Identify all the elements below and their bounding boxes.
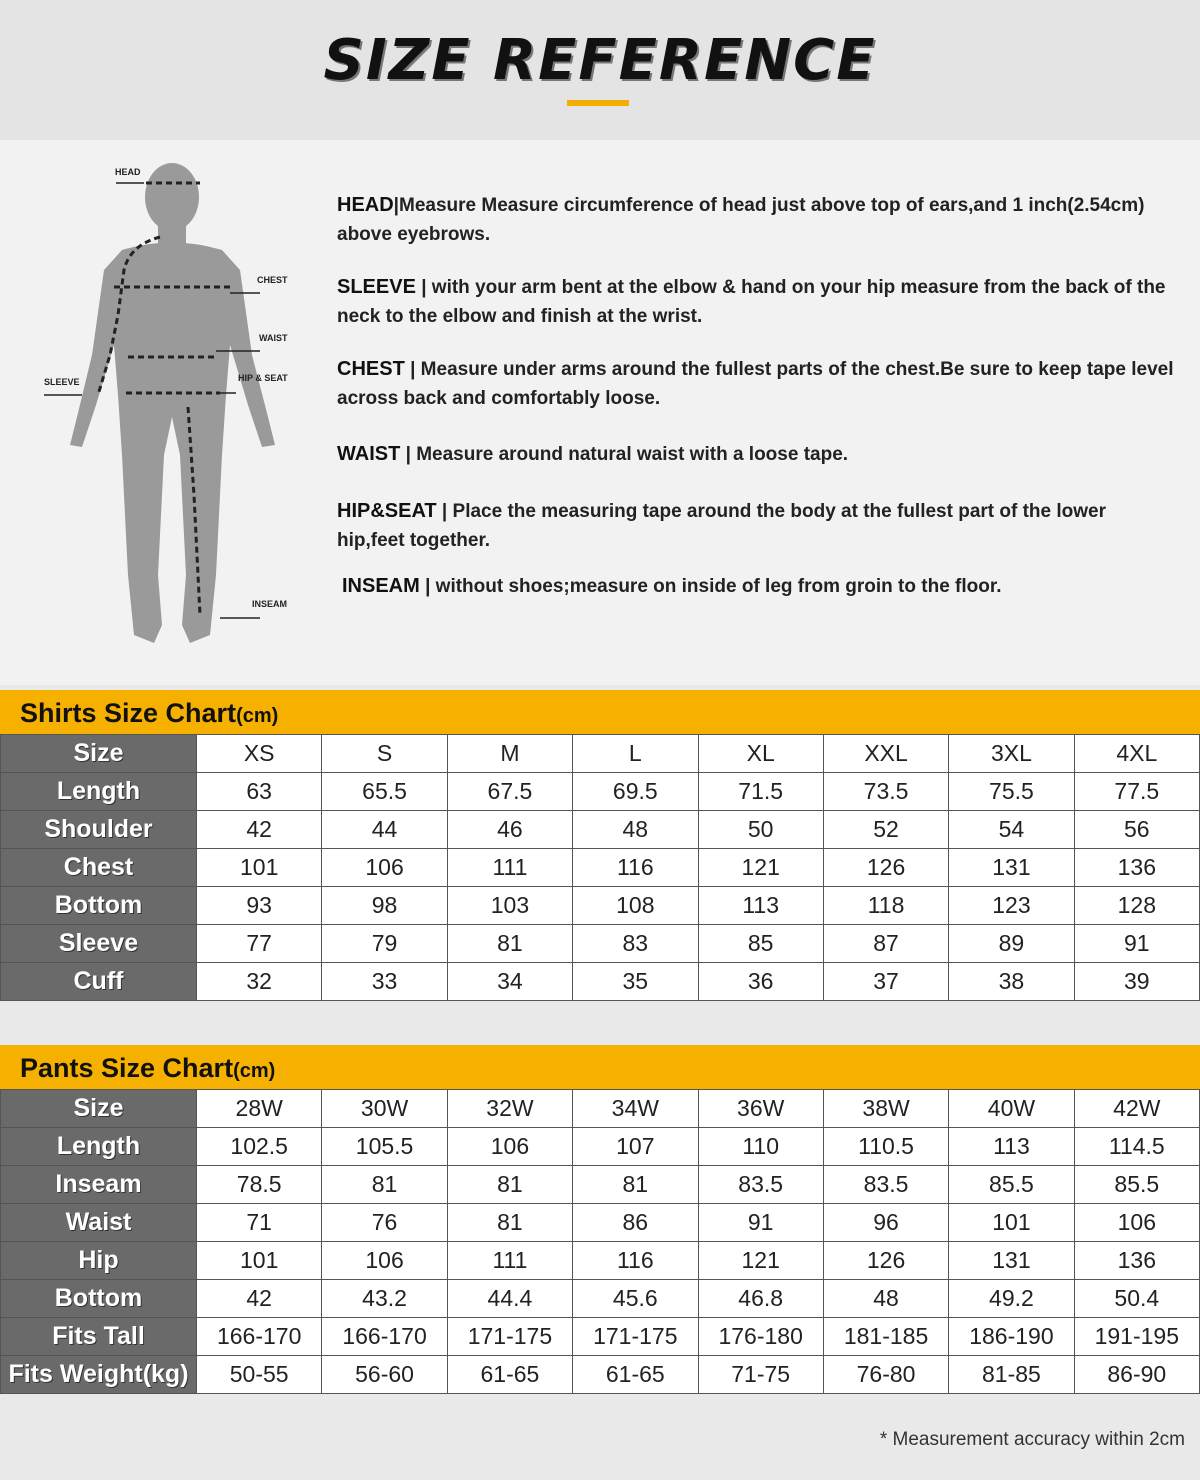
- table-cell: 42: [197, 1280, 322, 1318]
- table-cell: 52: [823, 811, 948, 849]
- table-cell: 166-170: [197, 1318, 322, 1356]
- table-cell: 45.6: [573, 1280, 698, 1318]
- table-cell: 4XL: [1074, 735, 1199, 773]
- table-cell: 54: [949, 811, 1074, 849]
- body-figure-icon: [30, 155, 310, 655]
- table-cell: 79: [322, 925, 447, 963]
- table-cell: 116: [573, 849, 698, 887]
- row-label: Bottom: [1, 887, 197, 925]
- label-chest: CHEST: [257, 275, 288, 285]
- table-cell: 77.5: [1074, 773, 1199, 811]
- table-cell: 63: [197, 773, 322, 811]
- table-cell: 87: [823, 925, 948, 963]
- table-cell: 113: [949, 1128, 1074, 1166]
- table-cell: 83: [573, 925, 698, 963]
- instruction-chest: CHEST | Measure under arms around the fullest parts of the chest.Be sure to keep tape level across back and comfortably loose.: [337, 358, 1174, 409]
- instruction-inseam: INSEAM | without shoes;measure on inside of leg from groin to the floor.: [342, 575, 1002, 597]
- table-cell: 186-190: [949, 1318, 1074, 1356]
- table-cell: 98: [322, 887, 447, 925]
- table-cell: 43.2: [322, 1280, 447, 1318]
- table-cell: 56-60: [322, 1356, 447, 1394]
- table-cell: 101: [949, 1204, 1074, 1242]
- table-row: [1, 1166, 1200, 1204]
- row-label: Waist: [1, 1204, 197, 1242]
- table-row: [1, 735, 1200, 773]
- table-cell: 40W: [949, 1090, 1074, 1128]
- row-label: Sleeve: [1, 925, 197, 963]
- table-row: [1, 1356, 1200, 1394]
- table-cell: L: [573, 735, 698, 773]
- table-row: [1, 811, 1200, 849]
- table-cell: 61-65: [573, 1356, 698, 1394]
- table-cell: 126: [823, 1242, 948, 1280]
- table-cell: 123: [949, 887, 1074, 925]
- table-cell: 71.5: [698, 773, 823, 811]
- table-cell: 81: [322, 1166, 447, 1204]
- label-head: HEAD: [115, 167, 141, 177]
- row-label: Shoulder: [1, 811, 197, 849]
- table-cell: 32W: [447, 1090, 572, 1128]
- table-cell: 176-180: [698, 1318, 823, 1356]
- table-cell: 81: [447, 1204, 572, 1242]
- table-cell: 75.5: [949, 773, 1074, 811]
- table-cell: 96: [823, 1204, 948, 1242]
- table-cell: 39: [1074, 963, 1199, 1001]
- instruction-waist: WAIST | Measure around natural waist with a loose tape.: [337, 443, 849, 465]
- table-cell: 69.5: [573, 773, 698, 811]
- table-row: [1, 887, 1200, 925]
- table-cell: 44: [322, 811, 447, 849]
- table-cell: 50-55: [197, 1356, 322, 1394]
- table-cell: 81: [447, 925, 572, 963]
- table-cell: 111: [447, 1242, 572, 1280]
- measurement-note: * Measurement accuracy within 2cm: [879, 1429, 1185, 1450]
- table-cell: 71-75: [698, 1356, 823, 1394]
- table-row: [1, 849, 1200, 887]
- label-hip: HIP & SEAT: [238, 373, 288, 383]
- table-cell: 116: [573, 1242, 698, 1280]
- row-label: Chest: [1, 849, 197, 887]
- label-waist: WAIST: [259, 333, 288, 343]
- table-cell: XS: [197, 735, 322, 773]
- table-cell: 37: [823, 963, 948, 1001]
- table-cell: 121: [698, 849, 823, 887]
- table-cell: 61-65: [447, 1356, 572, 1394]
- table-cell: 49.2: [949, 1280, 1074, 1318]
- table-cell: 30W: [322, 1090, 447, 1128]
- table-cell: 71: [197, 1204, 322, 1242]
- row-label: Hip: [1, 1242, 197, 1280]
- table-cell: 171-175: [573, 1318, 698, 1356]
- title-underline: [567, 100, 629, 106]
- table-cell: 85.5: [1074, 1166, 1199, 1204]
- table-cell: 85: [698, 925, 823, 963]
- table-cell: 101: [197, 1242, 322, 1280]
- table-cell: 111: [447, 849, 572, 887]
- table-cell: 78.5: [197, 1166, 322, 1204]
- table-cell: 91: [698, 1204, 823, 1242]
- table-cell: 107: [573, 1128, 698, 1166]
- table-cell: 77: [197, 925, 322, 963]
- pants-size-table: [0, 1089, 1200, 1394]
- table-cell: 73.5: [823, 773, 948, 811]
- table-cell: 32: [197, 963, 322, 1001]
- table-cell: 42: [197, 811, 322, 849]
- table-cell: 89: [949, 925, 1074, 963]
- shirts-size-table: [0, 734, 1200, 1001]
- table-cell: 67.5: [447, 773, 572, 811]
- table-cell: 128: [1074, 887, 1199, 925]
- table-cell: 35: [573, 963, 698, 1001]
- table-row: [1, 773, 1200, 811]
- table-cell: 81: [573, 1166, 698, 1204]
- row-label: Size: [1, 1090, 197, 1128]
- table-cell: 110: [698, 1128, 823, 1166]
- table-cell: 48: [823, 1280, 948, 1318]
- table-cell: 121: [698, 1242, 823, 1280]
- row-label: Length: [1, 773, 197, 811]
- table-cell: S: [322, 735, 447, 773]
- table-cell: 106: [322, 1242, 447, 1280]
- row-label: Cuff: [1, 963, 197, 1001]
- table-cell: 34W: [573, 1090, 698, 1128]
- table-cell: 136: [1074, 849, 1199, 887]
- table-cell: 50.4: [1074, 1280, 1199, 1318]
- table-cell: 131: [949, 849, 1074, 887]
- shirts-chart-title: Shirts Size Chart(cm): [20, 698, 279, 728]
- table-cell: 3XL: [949, 735, 1074, 773]
- table-cell: 131: [949, 1242, 1074, 1280]
- table-cell: 136: [1074, 1242, 1199, 1280]
- table-cell: 86: [573, 1204, 698, 1242]
- table-cell: 93: [197, 887, 322, 925]
- row-label: Length: [1, 1128, 197, 1166]
- table-cell: 108: [573, 887, 698, 925]
- table-row: [1, 1090, 1200, 1128]
- label-inseam: INSEAM: [252, 599, 288, 609]
- table-cell: 106: [1074, 1204, 1199, 1242]
- table-cell: 50: [698, 811, 823, 849]
- table-cell: 65.5: [322, 773, 447, 811]
- table-cell: 85.5: [949, 1166, 1074, 1204]
- measurement-guide: [0, 140, 1200, 685]
- table-cell: 56: [1074, 811, 1199, 849]
- table-cell: 83.5: [823, 1166, 948, 1204]
- table-cell: 44.4: [447, 1280, 572, 1318]
- table-cell: 86-90: [1074, 1356, 1199, 1394]
- table-cell: 118: [823, 887, 948, 925]
- table-row: [1, 963, 1200, 1001]
- table-cell: 103: [447, 887, 572, 925]
- table-cell: 171-175: [447, 1318, 572, 1356]
- table-cell: 181-185: [823, 1318, 948, 1356]
- table-cell: 42W: [1074, 1090, 1199, 1128]
- instruction-sleeve: SLEEVE | with your arm bent at the elbow & hand on your hip measure from the back of the neck to the elbow and finish at the wrist.: [337, 276, 1166, 327]
- table-cell: 105.5: [322, 1128, 447, 1166]
- table-cell: 110.5: [823, 1128, 948, 1166]
- table-cell: 114.5: [1074, 1128, 1199, 1166]
- table-cell: 76-80: [823, 1356, 948, 1394]
- table-cell: 46.8: [698, 1280, 823, 1318]
- table-cell: XXL: [823, 735, 948, 773]
- page-title: SIZE REFERENCE: [323, 28, 877, 93]
- row-label: Size: [1, 735, 197, 773]
- table-cell: 81: [447, 1166, 572, 1204]
- table-cell: 46: [447, 811, 572, 849]
- instruction-hip-seat: HIP&SEAT | Place the measuring tape around the body at the fullest part of the lower hip,feet together.: [337, 500, 1107, 551]
- row-label: Fits Weight(kg): [1, 1356, 197, 1394]
- table-cell: 166-170: [322, 1318, 447, 1356]
- instruction-head: HEAD|Measure Measure circumference of head just above top of ears,and 1 inch(2.54cm) above eyebrows.: [337, 194, 1145, 245]
- table-cell: 106: [447, 1128, 572, 1166]
- shirts-chart-header: [0, 690, 1200, 734]
- table-row: [1, 1204, 1200, 1242]
- row-label: Inseam: [1, 1166, 197, 1204]
- table-cell: 36: [698, 963, 823, 1001]
- table-cell: 76: [322, 1204, 447, 1242]
- table-cell: 91: [1074, 925, 1199, 963]
- table-cell: M: [447, 735, 572, 773]
- table-cell: 126: [823, 849, 948, 887]
- table-row: [1, 1128, 1200, 1166]
- row-label: Bottom: [1, 1280, 197, 1318]
- table-row: [1, 1318, 1200, 1356]
- table-cell: 38: [949, 963, 1074, 1001]
- table-cell: 83.5: [698, 1166, 823, 1204]
- table-cell: 33: [322, 963, 447, 1001]
- row-label: Fits Tall: [1, 1318, 197, 1356]
- table-cell: 81-85: [949, 1356, 1074, 1394]
- table-cell: 34: [447, 963, 572, 1001]
- table-cell: 48: [573, 811, 698, 849]
- table-cell: 28W: [197, 1090, 322, 1128]
- table-row: [1, 1280, 1200, 1318]
- label-sleeve: SLEEVE: [44, 377, 80, 387]
- table-cell: 106: [322, 849, 447, 887]
- table-cell: XL: [698, 735, 823, 773]
- table-cell: 38W: [823, 1090, 948, 1128]
- table-cell: 101: [197, 849, 322, 887]
- pants-chart-header: [0, 1045, 1200, 1089]
- table-cell: 102.5: [197, 1128, 322, 1166]
- table-row: [1, 1242, 1200, 1280]
- table-cell: 191-195: [1074, 1318, 1199, 1356]
- table-row: [1, 925, 1200, 963]
- table-cell: 36W: [698, 1090, 823, 1128]
- table-cell: 113: [698, 887, 823, 925]
- pants-chart-title: Pants Size Chart(cm): [20, 1053, 276, 1083]
